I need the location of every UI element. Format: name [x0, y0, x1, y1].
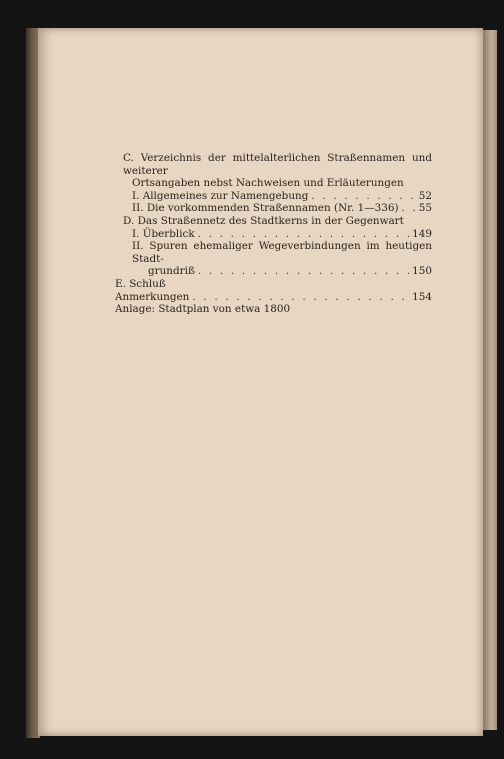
toc-entry-page: 149	[412, 227, 432, 240]
toc-entry-page: 150	[412, 265, 432, 278]
toc-entry-cont	[115, 265, 432, 278]
toc-section-d	[115, 215, 432, 228]
toc-entry	[115, 190, 432, 203]
toc-anlage-label: Anlage: Stadtplan von etwa 1800	[115, 303, 291, 316]
toc-entry-label: I. Überblick	[132, 227, 195, 240]
toc-section-e-label: E. Schluß	[115, 277, 166, 290]
toc-entry-page: 154	[412, 290, 432, 303]
toc-leader-dots	[192, 291, 409, 304]
book-page	[38, 28, 483, 736]
table-of-contents	[115, 152, 432, 316]
toc-entry-page: 55	[418, 202, 432, 215]
toc-anlage	[115, 303, 432, 316]
toc-entry-page: 52	[418, 189, 432, 202]
toc-section-c-label-cont: Ortsangaben nebst Nachweisen und Erläuterungen	[132, 177, 404, 190]
toc-entry-anmerkungen	[115, 291, 432, 304]
toc-section-c-label: C. Verzeichnis der mittelalterlichen Straßennamen und weiterer	[123, 152, 432, 177]
toc-leader-dots	[402, 202, 416, 215]
toc-section-c	[115, 152, 432, 177]
toc-entry-label: II. Spuren ehemaliger Wegeverbindungen im heutigen Stadt-	[132, 240, 432, 265]
toc-leader-dots	[311, 190, 415, 203]
toc-entry	[115, 228, 432, 241]
toc-entry-label: I. Allgemeines zur Namengebung	[132, 189, 309, 202]
toc-entry-label-cont: grundriß	[148, 265, 195, 278]
toc-entry	[115, 202, 432, 215]
toc-leader-dots	[198, 265, 409, 278]
facing-page-edge	[483, 30, 497, 730]
toc-entry-multiline	[115, 240, 432, 265]
toc-entry-label: Anmerkungen	[115, 290, 190, 303]
toc-section-c-cont	[115, 177, 432, 190]
toc-section-d-label: D. Das Straßennetz des Stadtkerns in der Gegenwart	[123, 214, 404, 227]
toc-leader-dots	[198, 228, 410, 241]
toc-entry-label: II. Die vorkommenden Straßennamen (Nr. 1—336)	[132, 202, 399, 215]
toc-section-e	[115, 278, 432, 291]
